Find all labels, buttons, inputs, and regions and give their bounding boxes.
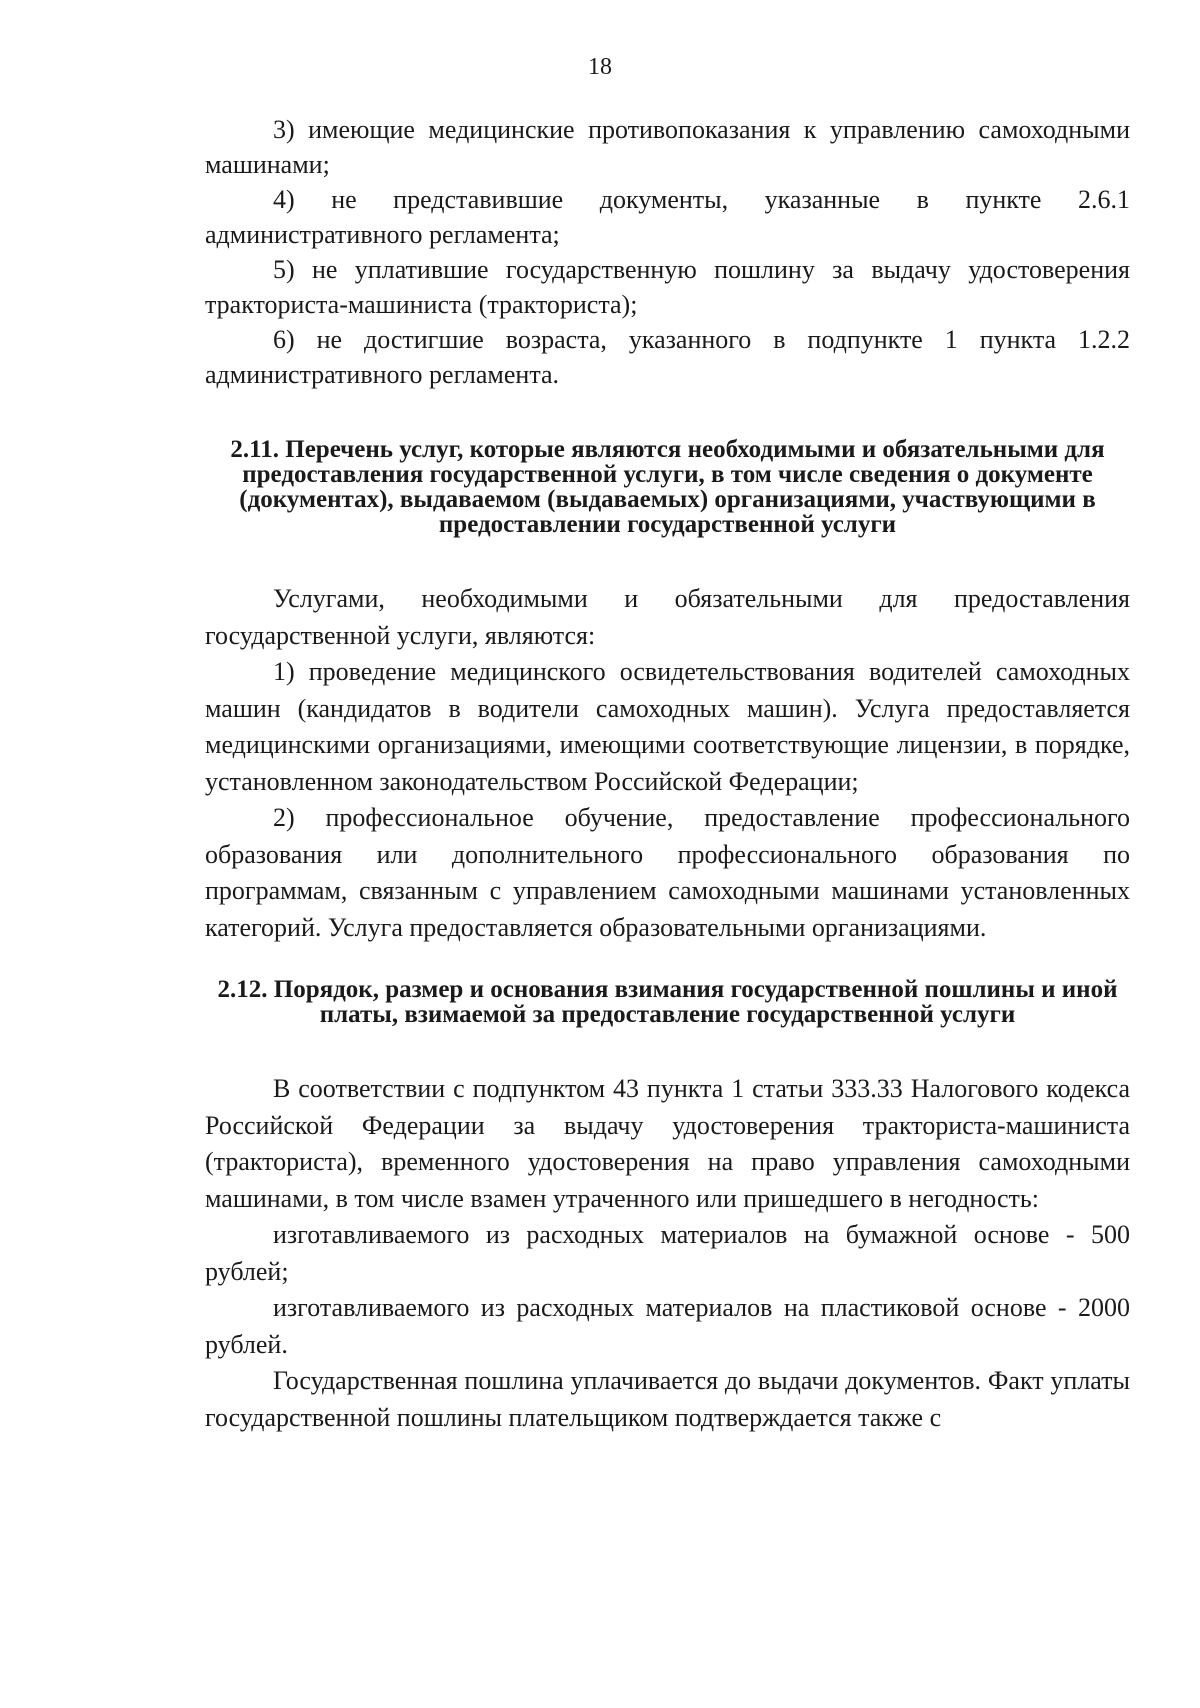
list-block-applicant-restrictions bbox=[205, 112, 1130, 392]
paragraph: Государственная пошлина уплачивается до выдачи документов. Факт уплаты государственной пошлины плательщиком подтверждается также с bbox=[205, 1366, 1130, 1432]
section-2-11-body bbox=[205, 581, 1130, 946]
paragraph: изготавливаемого из расходных материалов на пластиковой основе - 2000 рублей. bbox=[205, 1293, 1130, 1359]
section-heading-2-12: 2.12. Порядок, размер и основания взимания государственной пошлины и иной платы, взимаемой за предоставление государственной услуги bbox=[217, 976, 1118, 1028]
paragraph: 3) имеющие медицинские противопоказания к управлению самоходными машинами; bbox=[205, 115, 1130, 179]
section-heading-2-11: 2.11. Перечень услуг, которые являются необходимыми и обязательными для предоставления государственной услуги, в том числе сведения о документе (документах), выдаваемом (выдаваемых) организациями, участвующими в предоставлении государственной услуги bbox=[230, 436, 1105, 538]
paragraph: В соответствии с подпунктом 43 пункта 1 статьи 333.33 Налогового кодекса Российской Федерации за выдачу удостоверения тракториста-машиниста (тракториста), временного удостоверения на право управления самоходными машинами, в том числе взамен утраченного или пришедшего в негодность: bbox=[205, 1074, 1130, 1213]
paragraph: 4) не представившие документы, указанные в пункте 2.6.1 административного регламента; bbox=[205, 185, 1130, 249]
section-2-12-body bbox=[205, 1071, 1130, 1436]
page-content bbox=[205, 112, 1130, 1436]
paragraph: Услугами, необходимыми и обязательными для предоставления государственной услуги, являются: bbox=[205, 584, 1130, 650]
paragraph: изготавливаемого из расходных материалов на бумажной основе - 500 рублей; bbox=[205, 1220, 1130, 1286]
paragraph: 6) не достигшие возраста, указанного в подпункте 1 пункта 1.2.2 административного регламента. bbox=[205, 325, 1130, 389]
paragraph: 1) проведение медицинского освидетельствования водителей самоходных машин (кандидатов в водители самоходных машин). Услуга предоставляется медицинскими организациями, имеющими соответствующие лицензии, в порядке, установленном законодательством Российской Федерации; bbox=[205, 657, 1130, 796]
paragraph: 2) профессиональное обучение, предоставление профессионального образования или дополнительного профессионального образования по программам, связанным с управлением самоходными машинами установленных категорий. Услуга предоставляется образовательными организациями. bbox=[205, 803, 1130, 942]
page-number: 18 bbox=[588, 54, 612, 80]
paragraph: 5) не уплатившие государственную пошлину за выдачу удостоверения тракториста-машиниста (тракториста); bbox=[205, 255, 1130, 319]
